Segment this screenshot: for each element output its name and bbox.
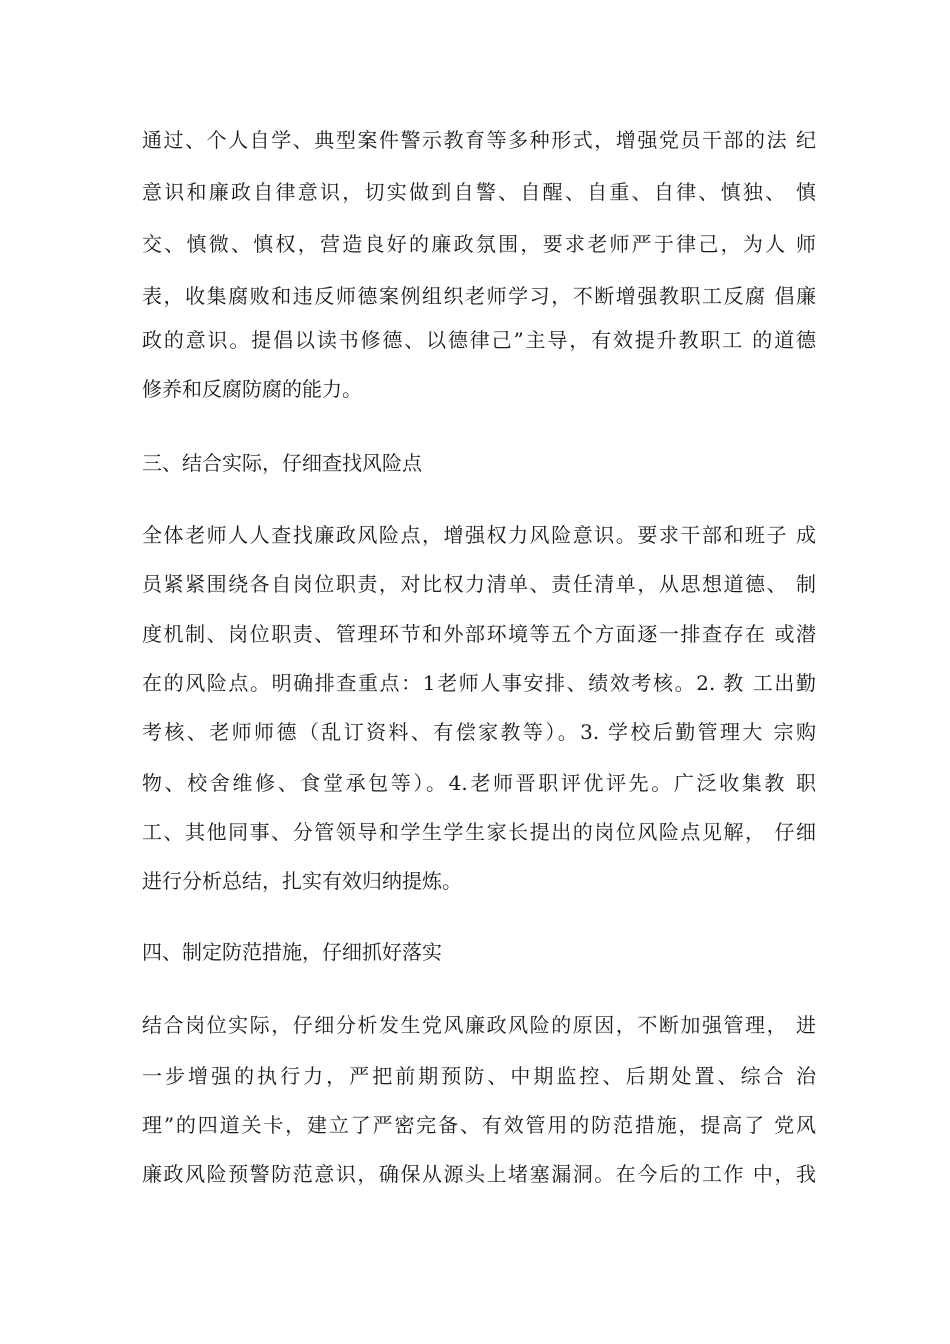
paragraph-3-line-4: 廉政风险预警防范意识，确保从源头上堵塞漏洞。在今后的工作 中，我 [142,1162,816,1186]
paragraph-2-line-4: 在的风险点。明确排查重点：1老师人事安排、绩效考核。2. 教 工出勤 [142,671,816,695]
paragraph-3-line-3: 理”的四道关卡，建立了严密完备、有效管用的防范措施，提高了 党风 [142,1113,816,1137]
paragraph-1-line-1: 通过、个人自学、典型案件警示教育等多种形式，增强党员干部的法 纪 [142,128,816,152]
paragraph-2-line-8: 进行分析总结，扎实有效归纳提炼。 [142,869,462,893]
paragraph-2-line-3: 度机制、岗位职责、管理环节和外部环境等五个方面逐一排查存在 或潜 [142,622,816,646]
section-heading-4: 四、制定防范措施，仔细抓好落实 [142,940,442,964]
paragraph-2-line-1: 全体老师人人查找廉政风险点，增强权力风险意识。要求干部和班子 成 [142,523,816,547]
paragraph-1-line-6: 修养和反腐防腐的能力。 [142,377,362,401]
paragraph-2-line-2: 员紧紧围绕各自岗位职责，对比权力清单、责任清单，从思想道德、 制 [142,572,816,596]
paragraph-1-line-5: 政的意识。提倡以读书修德、以德律己”主导，有效提升教职工 的道德 [142,328,816,352]
paragraph-2-line-5: 考核、老师师德（乱订资料、有偿家教等）。3. 学校后勤管理大 宗购 [142,720,816,744]
section-heading-3: 三、结合实际，仔细查找风险点 [142,451,422,475]
paragraph-1-line-2: 意识和廉政自律意识，切实做到自警、自醒、自重、自律、慎独、 慎 [142,180,816,204]
paragraph-1-line-4: 表，收集腐败和违反师德案例组织老师学习，不断增强教职工反腐 倡廉 [142,284,816,308]
paragraph-3-line-1: 结合岗位实际，仔细分析发生党风廉政风险的原因，不断加强管理， 进 [142,1013,816,1037]
paragraph-1-line-3: 交、慎微、慎权，营造良好的廉政氛围，要求老师严于律己，为人 师 [142,232,816,256]
paragraph-2-line-7: 工、其他同事、分管领导和学生学生家长提出的岗位风险点见解， 仔细 [142,820,816,844]
paragraph-2-line-6: 物、校舍维修、食堂承包等）。4.老师晋职评优评先。广泛收集教 职 [142,771,816,795]
paragraph-3-line-2: 一步增强的执行力，严把前期预防、中期监控、后期处置、综合 治 [142,1064,816,1088]
